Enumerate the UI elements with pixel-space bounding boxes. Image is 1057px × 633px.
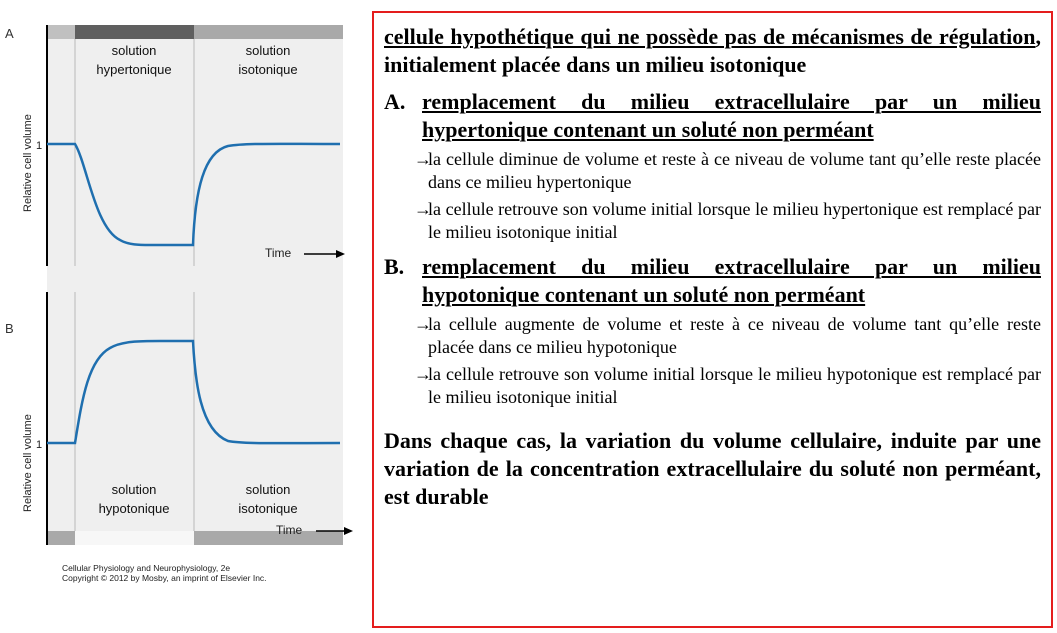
- arrow-icon: →: [414, 149, 432, 169]
- panel-a-solution-2-word: solution: [245, 43, 291, 58]
- conclusion-paragraph: Dans chaque cas, la variation du volume cellulaire, induite par une variation de la concentration extracellulaire du soluté non perméant, est durable: [384, 428, 1041, 509]
- panel-a-letter: A: [5, 26, 14, 41]
- section-b-bullet-2: [414, 363, 1041, 409]
- section-a-bullet-1: [414, 148, 1041, 194]
- panel-b-solution-2-type: isotonique: [238, 501, 298, 516]
- section-a-letter: A.: [384, 89, 406, 114]
- intro-underlined: cellule hypothétique qui ne possède pas de mécanismes de régulation: [384, 24, 1036, 49]
- panel-b-letter: B: [5, 321, 14, 336]
- cell-volume-figure: [0, 0, 370, 633]
- credit-line-2: Copyright © 2012 by Mosby, an imprint of Elsevier Inc.: [62, 573, 267, 583]
- panel-b-solution-2-word: solution: [245, 482, 291, 497]
- explanation-box: [372, 11, 1053, 628]
- section-a-heading: [384, 88, 1041, 144]
- arrow-icon: →: [414, 314, 432, 334]
- panel-b-solution-1-type: hypotonique: [98, 501, 170, 516]
- section-a-bullet-2-text: la cellule retrouve son volume initial lorsque le milieu hypertonique est remplacé par le milieu isotonique initial: [428, 199, 1041, 242]
- panel-b-tick-1: 1: [36, 439, 43, 451]
- panel-a-solution-1-type: hypertonique: [96, 62, 172, 77]
- section-b-letter: B.: [384, 254, 405, 279]
- intro-rest: , initialement placée dans un milieu isotonique: [384, 24, 1041, 77]
- section-a-bullet-2: [414, 198, 1041, 244]
- section-b-title: remplacement du milieu extracellulaire par un milieu hypotonique contenant un soluté non perméant: [422, 254, 1041, 307]
- section-a-bullet-1-text: la cellule diminue de volume et reste à ce niveau de volume tant qu’elle reste placée dans ce milieu hypertonique: [428, 149, 1041, 192]
- arrow-icon: →: [414, 199, 432, 219]
- section-b-bullet-2-text: la cellule retrouve son volume initial lorsque le milieu hypotonique est remplacé par le milieu isotonique initial: [428, 364, 1041, 407]
- section-b-heading: [384, 253, 1041, 309]
- panel-b-solution-1-word: solution: [111, 482, 157, 497]
- panel-a-solution-1-word: solution: [111, 43, 157, 58]
- intro-paragraph: [384, 23, 1041, 79]
- panel-b: [5, 277, 353, 545]
- panel-b-time-label: Time: [276, 523, 303, 537]
- panel-a-tick-1: 1: [36, 140, 43, 152]
- panel-a-y-axis-label: Relative cell volume: [22, 114, 34, 212]
- section-b-bullet-1-text: la cellule augmente de volume et reste à ce niveau de volume tant qu’elle reste placée dans ce milieu hypotonique: [428, 314, 1041, 357]
- section-b-bullet-1: [414, 313, 1041, 359]
- arrow-icon: →: [414, 364, 432, 384]
- credit-line-1: Cellular Physiology and Neurophysiology, 2e: [62, 563, 231, 573]
- section-a-title: remplacement du milieu extracellulaire par un milieu hypertonique contenant un soluté non perméant: [422, 89, 1041, 142]
- panel-b-y-axis-label: Relative cell volume: [22, 414, 34, 512]
- panel-a-solution-2-type: isotonique: [238, 62, 298, 77]
- panel-a-time-label: Time: [265, 246, 292, 260]
